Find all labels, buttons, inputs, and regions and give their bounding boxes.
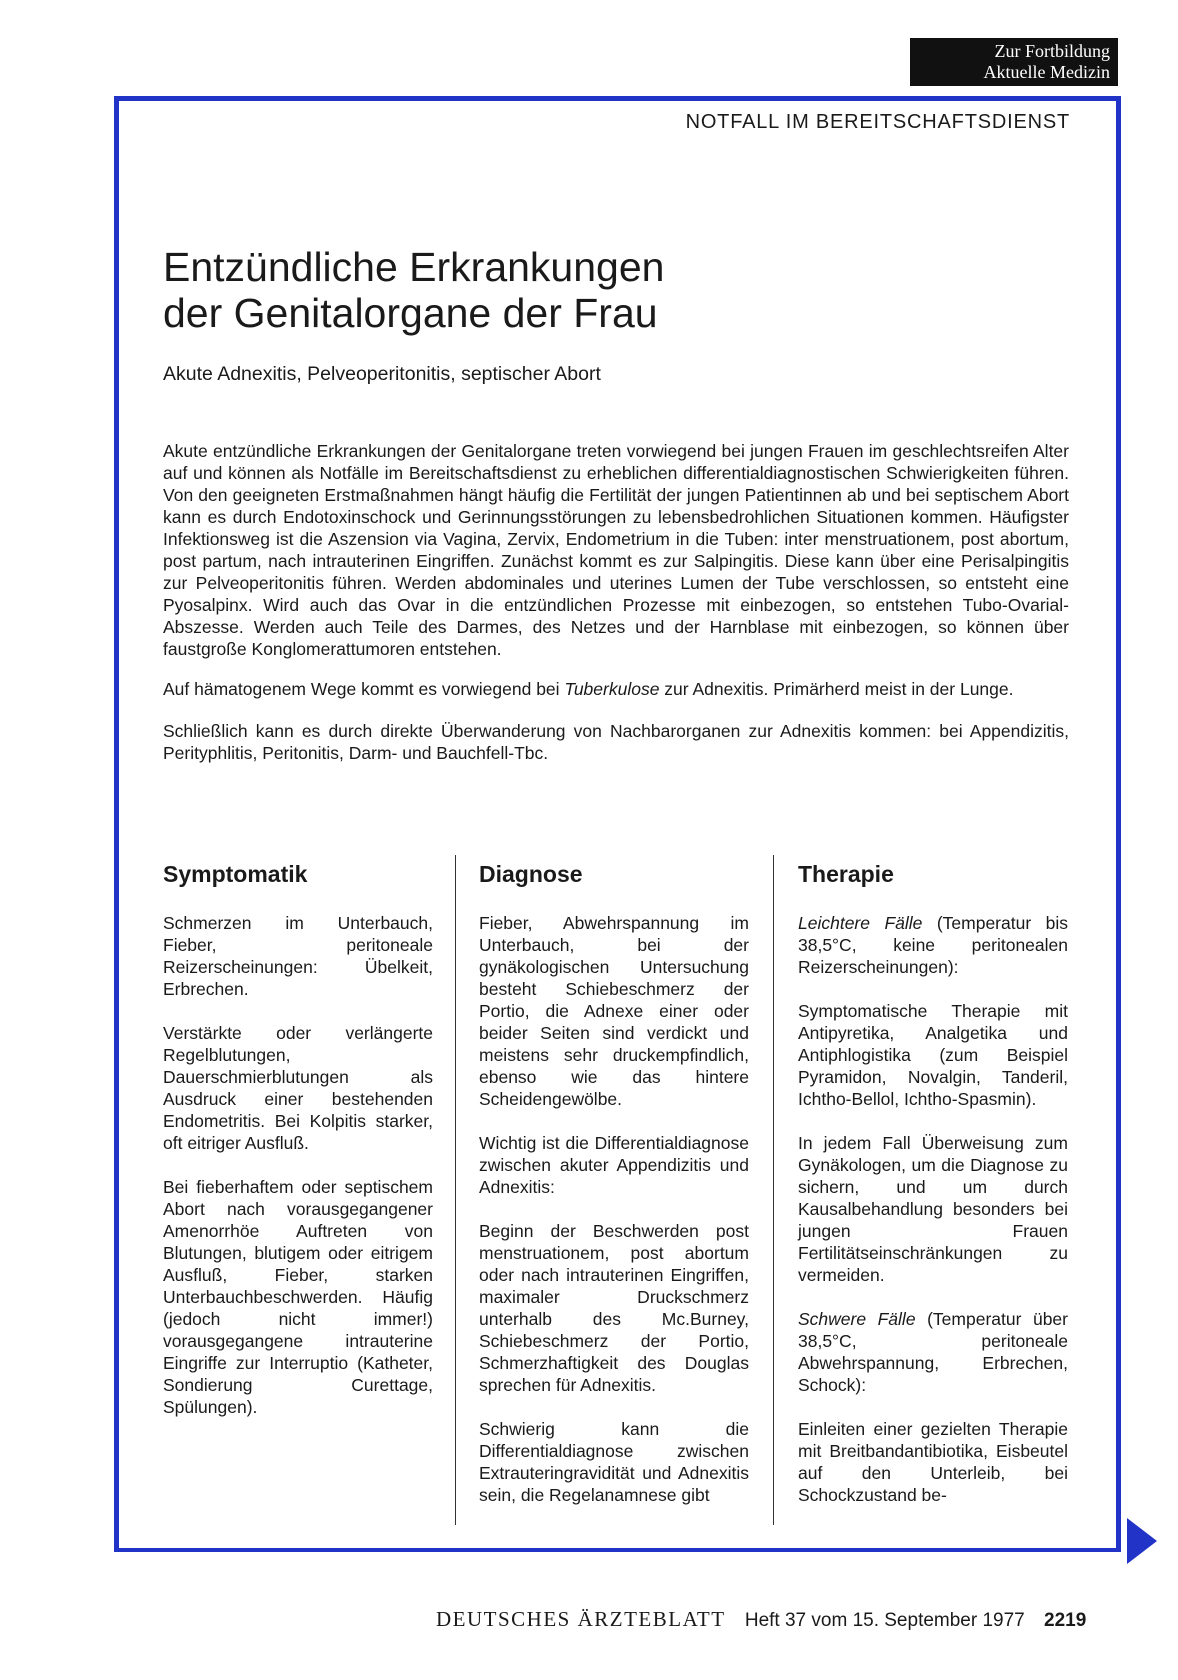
column-paragraph: Bei fieberhaftem oder septischem Abort nach vorausgegangener Amenorrhöe Auftreten von Blutungen, blutigem oder eitrigem Ausfluß, Fieber, starken Unterbauchbeschwerden. Häufig (jedoch nicht immer!) vorausgegangene intrauterine Eingriffe zur Interruptio (Katheter, Sondierung Curettage, Spülungen). — [163, 1177, 433, 1417]
badge-line-2: Aktuelle Medizin — [983, 62, 1110, 82]
column-paragraph: Schwere Fälle (Temperatur über 38,5°C, peritoneale Abwehrspannung, Erbrechen, Schock): — [798, 1309, 1068, 1395]
badge-line-1: Zur Fortbildung — [994, 41, 1110, 61]
magazine-name: DEUTSCHES ÄRZTEBLATT — [436, 1607, 726, 1631]
column-paragraph: Fieber, Abwehrspannung im Unterbauch, bei der gynäkologischen Untersuchung besteht Schiebeschmerz der Portio, die Adnexe einer oder beider Seiten sind verdickt und meistens sehr druckempfindlich, ebenso wie das hintere Scheidengewölbe. — [479, 913, 749, 1109]
intro-paragraph: Schließlich kann es durch direkte Überwanderung von Nachbarorganen zur Adnexitis kommen: bei Appendizitis, Perityphlitis, Peritonitis, Darm- und Bauchfell-Tbc. — [163, 721, 1069, 763]
column-symptomatik — [163, 860, 433, 1440]
column-paragraph: Symptomatische Therapie mit Antipyretika, Analgetika und Antiphlogistika (zum Beispiel Pyramidon, Novalgin, Tanderil, Ichtho-Bellol, Ichtho-Spasmin). — [798, 1001, 1068, 1109]
page-number: 2219 — [1044, 1610, 1087, 1631]
column-paragraph: Wichtig ist die Differentialdiagnose zwischen akuter Appendizitis und Adnexitis: — [479, 1133, 749, 1197]
continue-arrow-icon — [1127, 1518, 1157, 1564]
title-line-1: Entzündliche Erkrankungen — [163, 244, 665, 290]
category-badge — [910, 38, 1118, 86]
intro-paragraph: Akute entzündliche Erkrankungen der Genitalorgane treten vorwiegend bei jungen Frauen im geschlechtsreifen Alter auf und können als Notfälle im Bereitschaftsdienst zu erheblichen differentialdiagnostischen Schwierigkeiten führen. Von den geeigneten Erstmaßnahmen hängt häufig die Fertilität der jungen Patientinnen ab und bei septischem Abort kann es durch Endotoxinschock und Gerinnungsstörungen zu lebensbedrohlichen Situationen kommen. Häufigster Infektionsweg ist die Aszension via Vagina, Zervix, Endometrium in die Tuben: inter menstruationem, post abortum, post partum, nach intrauterinen Eingriffen. Zunächst kommt es zur Salpingitis. Diese kann über eine Perisalpingitis zur Pelveoperitonitis führen. Werden abdominales und uterines Lumen der Tube verschlossen, so entsteht eine Pyosalpinx. Wird auch das Ovar in die entzündlichen Prozesse mit einbezogen, so entstehen Tubo-Ovarial-Abszesse. Werden auch Teile des Darmes, des Netzes und der Harnblase mit einbezogen, so können über faustgroße Konglomerattumoren entstehen. — [163, 441, 1069, 659]
section-tag: NOTFALL IM BEREITSCHAFTSDIENST — [685, 111, 1070, 133]
column-paragraph: Schwierig kann die Differentialdiagnose zwischen Extrauteringravidität und Adnexitis sein, die Regelanamnese gibt — [479, 1419, 749, 1505]
column-diagnose — [479, 860, 749, 1528]
column-paragraph: Schmerzen im Unterbauch, Fieber, peritoneale Reizerscheinungen: Übelkeit, Erbrechen. — [163, 913, 433, 999]
column-therapie — [798, 860, 1068, 1528]
column-paragraph: Einleiten einer gezielten Therapie mit Breitbandantibiotika, Eisbeutel auf den Unterleib, bei Schockzustand be- — [798, 1419, 1068, 1505]
article-subtitle: Akute Adnexitis, Pelveoperitonitis, septischer Abort — [163, 363, 601, 385]
column-heading: Therapie — [798, 861, 894, 887]
issue-info: Heft 37 vom 15. September 1977 — [744, 1610, 1025, 1631]
page-footer — [436, 1607, 1118, 1632]
article-title — [163, 244, 963, 336]
column-paragraph: Verstärkte oder verlängerte Regelblutungen, Dauerschmierblutungen als Ausdruck einer bestehenden Endometritis. Bei Kolpitis starker, oft eitriger Ausfluß. — [163, 1023, 433, 1153]
intro-text — [163, 440, 1069, 784]
column-divider — [773, 855, 774, 1525]
column-heading: Diagnose — [479, 861, 583, 887]
intro-paragraph: Auf hämatogenem Wege kommt es vorwiegend bei Tuberkulose zur Adnexitis. Primärherd meist in der Lunge. — [163, 679, 1014, 699]
column-divider — [455, 855, 456, 1525]
column-paragraph: Leichtere Fälle (Temperatur bis 38,5°C, keine peritonealen Reizerscheinungen): — [798, 913, 1068, 977]
column-paragraph: In jedem Fall Überweisung zum Gynäkologen, um die Diagnose zu sichern, und um durch Kausalbehandlung besonders bei jungen Frauen Fertilitätseinschränkungen zu vermeiden. — [798, 1133, 1068, 1285]
column-paragraph: Beginn der Beschwerden post menstruationem, post abortum oder nach intrauterinen Eingriffen, maximaler Druckschmerz unterhalb des Mc.Burney, Schiebeschmerz der Portio, Schmerzhaftigkeit des Douglas sprechen für Adnexitis. — [479, 1221, 749, 1395]
column-heading: Symptomatik — [163, 861, 308, 887]
title-line-2: der Genitalorgane der Frau — [163, 290, 658, 336]
